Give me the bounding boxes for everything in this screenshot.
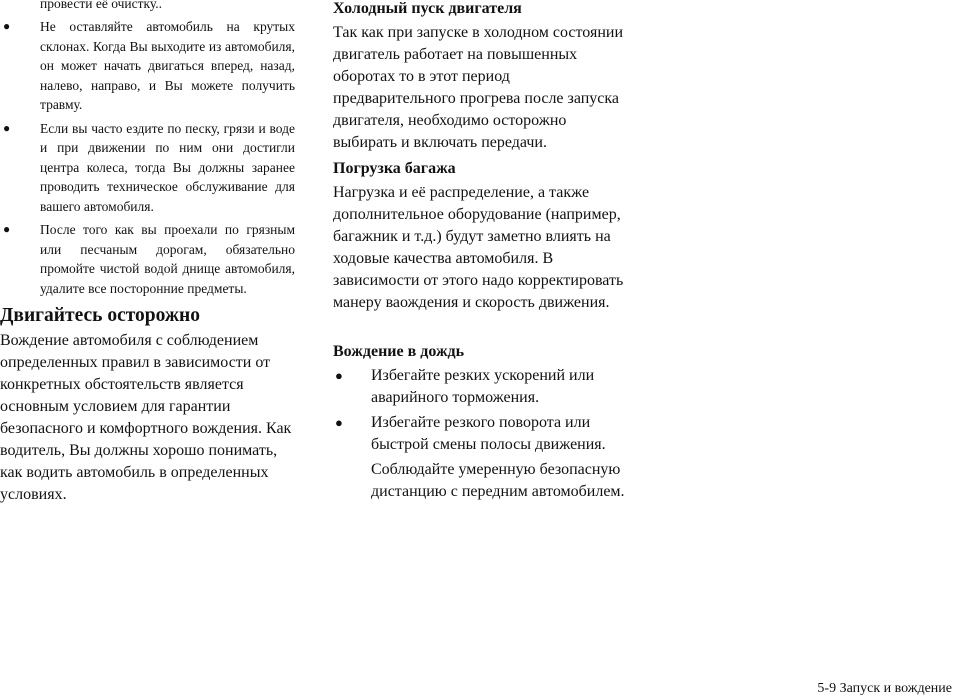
section-title: Двигайтесь осторожно: [0, 305, 201, 326]
list-item-text: Если вы часто ездите по песку, грязи и воде и при движении по ним они достигли центра колеса, тогда Вы должны заранее проводить техническое обслуживание для вашего автомобиля.: [40, 120, 295, 214]
list-item-text: После того как вы проехали по грязным или песчаным дорогам, обязательно промойте чистой водой днище автомобиля, удалите все посторонние предметы.: [40, 222, 295, 296]
precaution-list: [0, 17, 295, 298]
bullet-icon: ●: [3, 19, 11, 33]
list-item-text: Избегайте резкого поворота или быстрой смены полосы движения.: [371, 414, 606, 453]
rain-list: [333, 365, 633, 456]
right-column: [333, 0, 633, 503]
bullet-icon: ●: [335, 415, 343, 430]
list-item: [333, 365, 633, 409]
cargo-title: Погрузка багажа: [333, 160, 456, 177]
list-item: [0, 119, 295, 217]
bullet-icon: ●: [3, 222, 11, 236]
cold-start-paragraph: Так как при запуске в холодном состоянии двигатель работает на повышенных оборотах то в этот период предварительного прогрева после запуска двигателя, необходимо осторожно выбирать и включать передачи.: [333, 24, 624, 151]
list-item-text: Избегайте резких ускорений или аварийного торможения.: [371, 367, 595, 406]
bullet-icon: ●: [335, 368, 343, 383]
section-paragraph: Вождение автомобиля с соблюдением определенных правил в зависимости от конкретных обстоятельств является основным условием для гарантии безопасного и комфортного вождения. Как водитель, Вы должны хорошо понимать, как водить автомобиль в определенных условиях.: [0, 332, 292, 503]
cold-start-title: Холодный пуск двигателя: [333, 0, 522, 17]
rain-title: Вождение в дождь: [333, 343, 465, 360]
list-item: [333, 412, 633, 456]
list-item: [0, 220, 295, 298]
bullet-icon: ●: [3, 120, 11, 135]
list-item: [0, 17, 295, 115]
rain-extra-paragraph: Соблюдайте умеренную безопасную дистанцию с передним автомобилем.: [371, 461, 625, 500]
left-column: [0, 0, 295, 506]
list-item-text: Не оставляйте автомобиль на крутых склонах. Когда Вы выходите из автомобиля, он может начать двигаться вперед, назад, налево, направо, и Вы можете получить травму.: [40, 19, 295, 112]
continued-text: провести её очистку..: [40, 0, 163, 11]
page-footer: 5-9 Запуск и вождение: [817, 681, 952, 696]
cargo-paragraph: Нагрузка и её распределение, а также дополнительное оборудование (например, багажник и т.д.) будут заметно влиять на ходовые качества автомобиля. В зависимости от этого надо корректировать манеру ваождения и скорость движения.: [333, 184, 624, 311]
